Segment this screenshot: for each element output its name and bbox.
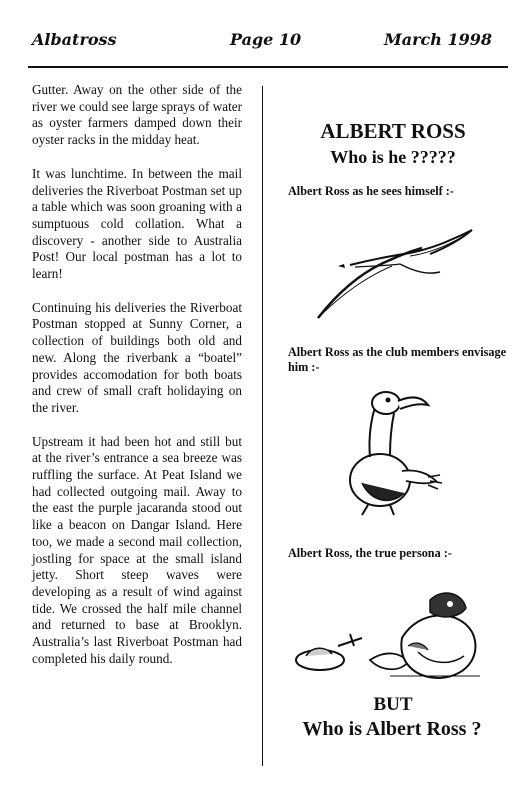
caption-self: Albert Ross as he sees himself :- [288, 184, 454, 198]
who-is-albert-ross-heading: Who is Albert Ross ? [302, 718, 482, 740]
relaxing-albatross-illustration [290, 580, 490, 690]
feature-title: ALBERT ROSS [320, 119, 466, 143]
paragraph: Gutter. Away on the other side of the river we could see large sprays of water as oyster farmers damped down their oyster racks in the midday heat. [32, 82, 242, 148]
paragraph: Upstream it had been hot and still but at the river’s entrance a sea breeze was ruffling the surface. At Peat Island we had collected outgoing mail. Away to the east the purple jacaranda stood out like a beacon on Dangar Island. Here too, we made a second mail collection, jostling for space at the small island jetty. Short steep waves were developing as a result of wind against tide. We crossed the half mile channel and returned to base at Brooklyn. Australia’s last Riverboat Postman had completed his daily round. [32, 433, 242, 666]
page-number: Page 10 [230, 30, 302, 49]
article-column [32, 82, 242, 685]
caption-true-persona: Albert Ross, the true persona :- [288, 546, 452, 560]
albert-ross-feature [278, 118, 508, 168]
soaring-albatross-illustration [310, 220, 480, 325]
publication-name: Albatross [32, 30, 117, 49]
paragraph: It was lunchtime. In between the mail deliveries the Riverboat Postman set up a table which was soon groaning with a sumptuous cold collation. What a discovery - another side to Australia Post! Our local postman has a lot to learn! [32, 165, 242, 282]
column-divider [262, 86, 263, 766]
issue-date: March 1998 [384, 30, 492, 49]
but-heading: BUT [373, 694, 413, 715]
page-header [28, 22, 506, 56]
paragraph: Continuing his deliveries the Riverboat Postman stopped at Sunny Corner, a collection of buildings both old and new. Along the riverbank a “boatel” provides accomodation for both boats and crew of small craft holidaying on the river. [32, 299, 242, 415]
header-rule [28, 66, 508, 68]
caption-members: Albert Ross as the club members envisage him :- [288, 345, 507, 374]
feature-subtitle: Who is he ????? [330, 147, 456, 167]
cartoon-albatross-illustration [332, 385, 452, 520]
